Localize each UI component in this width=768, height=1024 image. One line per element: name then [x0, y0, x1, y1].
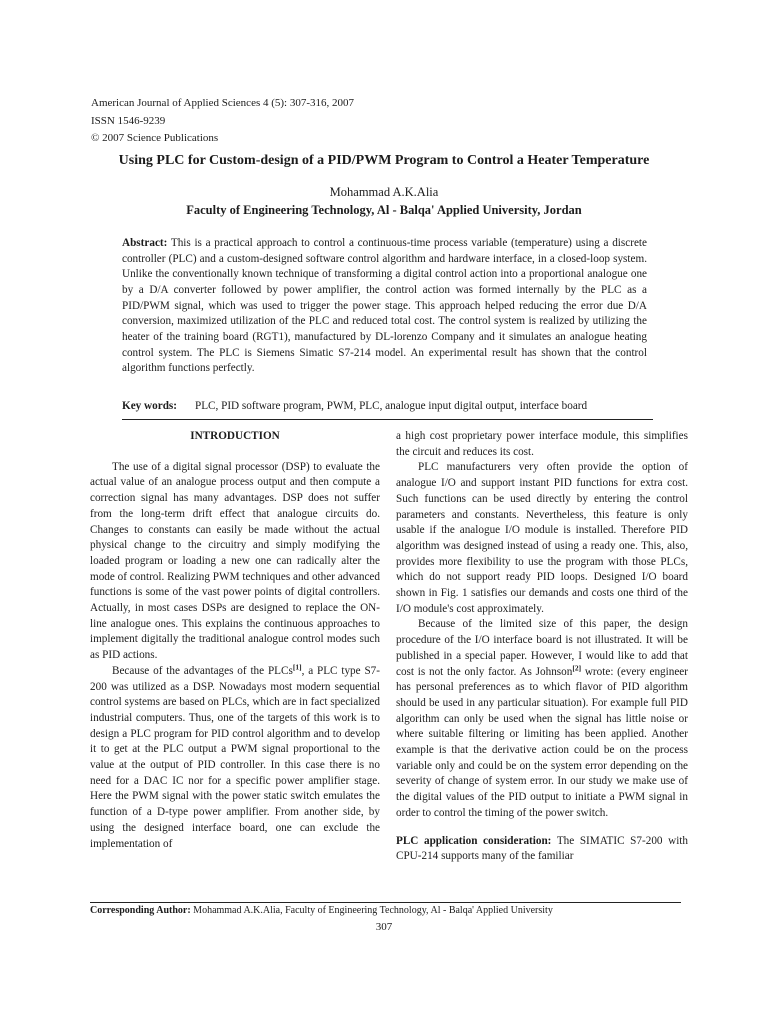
page-number: 307: [375, 921, 393, 933]
abstract: [122, 236, 647, 377]
corresponding-author-label: Corresponding Author:: [90, 905, 191, 916]
journal-citation: American Journal of Applied Sciences 4 (5): 307-316, 2007: [91, 97, 355, 109]
citation-ref-2: [2]: [572, 662, 582, 672]
intro-p2-text-a: Because of the advantages of the PLCs: [112, 664, 293, 677]
intro-paragraph-2: [90, 664, 380, 852]
copyright: © 2007 Science Publications: [91, 132, 219, 144]
intro-p4-text-b: wrote: (every engineer has personal preferences as to which flavor of PID algorithm should be used in any particular situation). For example full PID algorithm can only be used when the signal has little noise or where suitable filtering or limiting has been applied. Another example is that the derivative action could be on the process variable only and could be on the system error depending on the severity of change of system error. In our study we make use of the digital values of the PID output to initiate a PWM signal in order to control the timing of the power switch.: [396, 665, 689, 819]
intro-paragraph-2-continued: a high cost proprietary power interface module, this simplifies the circuit and reduces its cost.: [396, 430, 688, 458]
abstract-text: This is a practical approach to control a continuous-time process variable (temperature) using a discrete controller (PLC) and a custom-designed software control algorithm and hardware interface, in a closed-loop system. Unlike the conventionally known technique of transforming a digital control action into a proportional analogue one by a D/A converter followed by power amplifier, the control action was formed internally by the PLC as a PID/PWM signal, which was used to trigger the power stage. This approach helped reducing the error due D/A conversion, maximized utilization of the PLC and reduced total cost. The control system is realized by utilizing the heater of the training board (RGT1), manufactured by DL-lorenzo Company and it simulates an analogue heating control system. The PLC is Siemens Simatic S7-214 model. An experimental result has shown that the control algorithm functions perfectly.: [122, 237, 647, 375]
column-right: [396, 429, 688, 865]
subsection-text: The SIMATIC S7-200 with CPU-214 supports many of the familiar: [396, 834, 688, 863]
abstract-label: Abstract:: [122, 237, 168, 249]
author-affiliation: Faculty of Engineering Technology, Al - Balqa' Applied University, Jordan: [186, 203, 582, 217]
section-heading-introduction: INTRODUCTION: [190, 430, 280, 442]
subsection-plc-application: [396, 834, 688, 865]
issn: ISSN 1546-9239: [91, 114, 166, 127]
corresponding-author-text: Mohammad A.K.Alia, Faculty of Engineering Technology, Al - Balqa' Applied University: [193, 905, 553, 916]
intro-paragraph-1: The use of a digital signal processor (DSP) to evaluate the actual value of an analogue process output and then compute a correction signal has many advantages. DSP does not suffer from the long-term drift effect that analogue circuits do. Changes to constants can easily be made without the actual physical change to the circuitry and simply modifying the loaded program or loading a new one can radically alter the mode of control. Realizing PWM techniques and other advanced functions is some of the vast power points of digital controllers. Actually, in most cases DSPs are designed to replace the ON-line analogue ones. This explains the continuous approaches to implement digitally the traditional analogue control modes such as PID actions.: [90, 460, 380, 662]
footer-divider: [90, 902, 681, 903]
keywords-divider: [122, 419, 653, 420]
subsection-heading: PLC application consideration:: [396, 834, 552, 847]
intro-paragraph-3: PLC manufacturers very often provide the option of analogue I/O and support instant PID functions for extra cost. Such functions can be used directly by entering the control parameters and constants. Nevertheless, this feature is only usable if the analogue I/O module is installed. Therefore PID algorithm was designed instead of using a ready one. This, also, provides more flexibility to use the program with those PLCs, which do not support ready PID loops. Designed I/O board shown in Fig. 1 satisfies our demands and costs one third of the I/O module's cost approximately.: [396, 461, 688, 615]
keywords: [122, 400, 587, 412]
keywords-label: Key words:: [122, 400, 177, 412]
author-name: Mohammad A.K.Alia: [329, 185, 439, 199]
journal-header: [91, 95, 354, 148]
paper-title: Using PLC for Custom-design of a PID/PWM Program to Control a Heater Temperature: [118, 153, 650, 168]
column-left: [90, 429, 380, 852]
citation-ref-1: [1]: [292, 662, 302, 672]
intro-p2-text-b: , a PLC type S7-200 was utilized as a DSP. Nowadays most modern sequential control systems are based on PLCs, which are in fact specialized industrial computers. Thus, one of the targets of this work is to design a PLC program for PID control algorithm and to develop it to get at the PLC output a PWM signal proportional to the value at the output of PID controller. In this case there is no need for a DAC IC nor for a specific power amplifier stage. Here the PWM signal with the power static switch emulates the function of a D-type power amplifier. From another side, by using the designed interface board, one can exclude the implementation of: [90, 664, 380, 850]
keywords-text: PLC, PID software program, PWM, PLC, analogue input digital output, interface board: [195, 400, 588, 412]
intro-p4-text-a: Because of the limited size of this paper, the design procedure of the I/O interface board is not illustrated. It will be published in a special paper. However, I would like to add that cost is not the only factor. As Johnson: [396, 618, 688, 678]
intro-paragraph-4: [396, 617, 688, 821]
corresponding-author: [90, 905, 553, 916]
